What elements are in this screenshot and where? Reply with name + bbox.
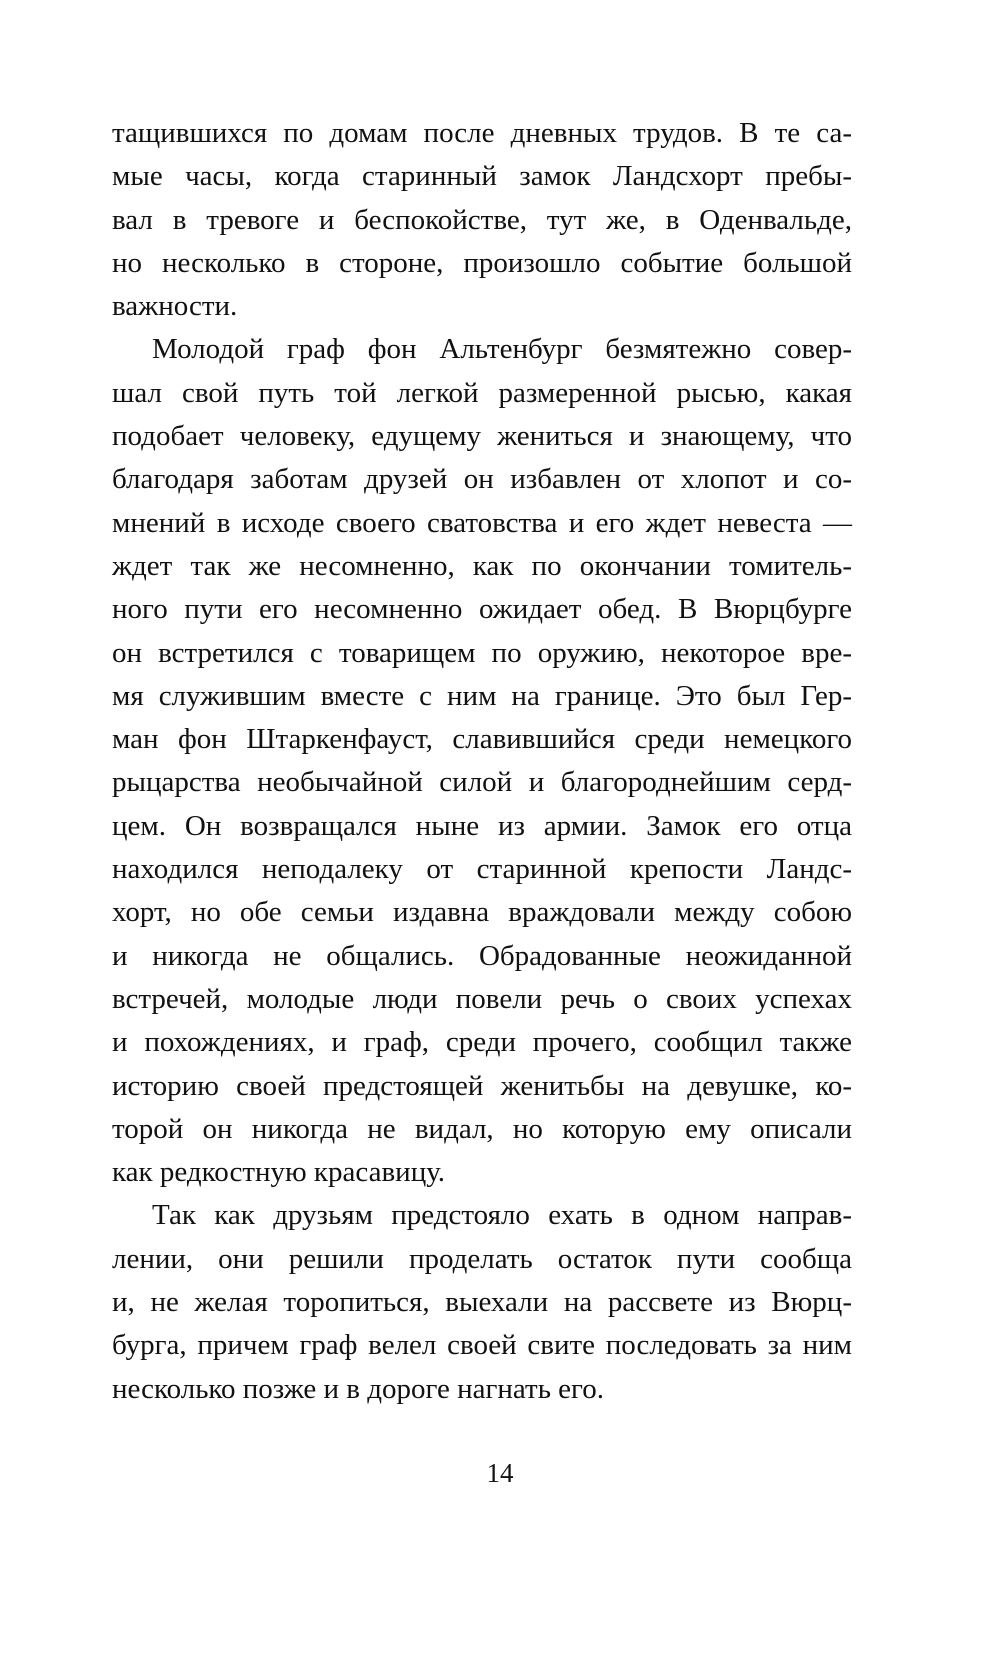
text-line: как редкостную красавицу.	[112, 1156, 446, 1189]
text-line: шал свой путь той легкой размеренной рысью, какая	[112, 376, 852, 409]
paragraph	[112, 1194, 852, 1410]
paragraph	[112, 328, 852, 1194]
text-line: торой он никогда не видал, но которую ему описали	[112, 1112, 852, 1145]
text-line: встречей, молодые люди повели речь о своих успехах	[112, 982, 852, 1015]
text-line: историю своей предстоящей женитьбы на девушке, ко-	[112, 1069, 852, 1102]
text-line: тащившихся по домам после дневных трудов. В те са-	[112, 117, 852, 149]
text-line: находился неподалеку от старинной крепости Ландс-	[112, 853, 852, 886]
text-line: и, не желая торопиться, выехали на рассвете из Вюрц-	[112, 1286, 852, 1319]
text-line: но несколько в стороне, произошло событие большой	[112, 246, 852, 279]
text-line: благодаря заботам друзей он избавлен от хлопот и со-	[112, 463, 852, 496]
text-line: несколько позже и в дороге нагнать его.	[112, 1372, 604, 1405]
paragraph	[112, 112, 852, 328]
text-line: он встретился с товарищем по оружию, некоторое вре-	[112, 636, 852, 669]
text-line: Так как друзьям предстояло ехать в одном направ-	[152, 1199, 852, 1232]
text-line: рыцарства необычайной силой и благороднейшим серд-	[112, 766, 852, 799]
text-line: важности.	[112, 290, 238, 323]
text-line: бурга, причем граф велел своей свите последовать за ним	[112, 1329, 852, 1362]
text-line: Молодой граф фон Альтенбург безмятежно совер-	[152, 333, 852, 366]
page-body-text	[112, 112, 852, 1411]
text-line: вал в тревоге и беспокойстве, тут же, в Оденвальде,	[112, 203, 852, 236]
text-line: мя служившим вместе с ним на границе. Это был Гер-	[112, 679, 852, 712]
page-number: 14	[486, 1458, 514, 1488]
text-line: ждет так же несомненно, как по окончании томитель-	[112, 549, 852, 582]
text-line: мые часы, когда старинный замок Ландсхорт пребы-	[112, 160, 852, 193]
text-line: ман фон Штаркенфауст, славившийся среди немецкого	[112, 723, 852, 756]
text-line: хорт, но обе семьи издавна враждовали между собою	[112, 896, 852, 929]
text-line: мнений в исходе своего сватовства и его ждет невеста —	[112, 506, 852, 539]
text-line: лении, они решили проделать остаток пути сообща	[112, 1242, 852, 1275]
text-line: и похождениях, и граф, среди прочего, сообщил также	[112, 1026, 852, 1059]
text-line: ного пути его несомненно ожидает обед. В Вюрцбурге	[112, 593, 852, 626]
text-line: цем. Он возвращался ныне из армии. Замок его отца	[112, 809, 852, 842]
text-line: и никогда не общались. Обрадованные неожиданной	[112, 939, 852, 972]
text-line: подобает человеку, едущему жениться и знающему, что	[112, 420, 852, 453]
